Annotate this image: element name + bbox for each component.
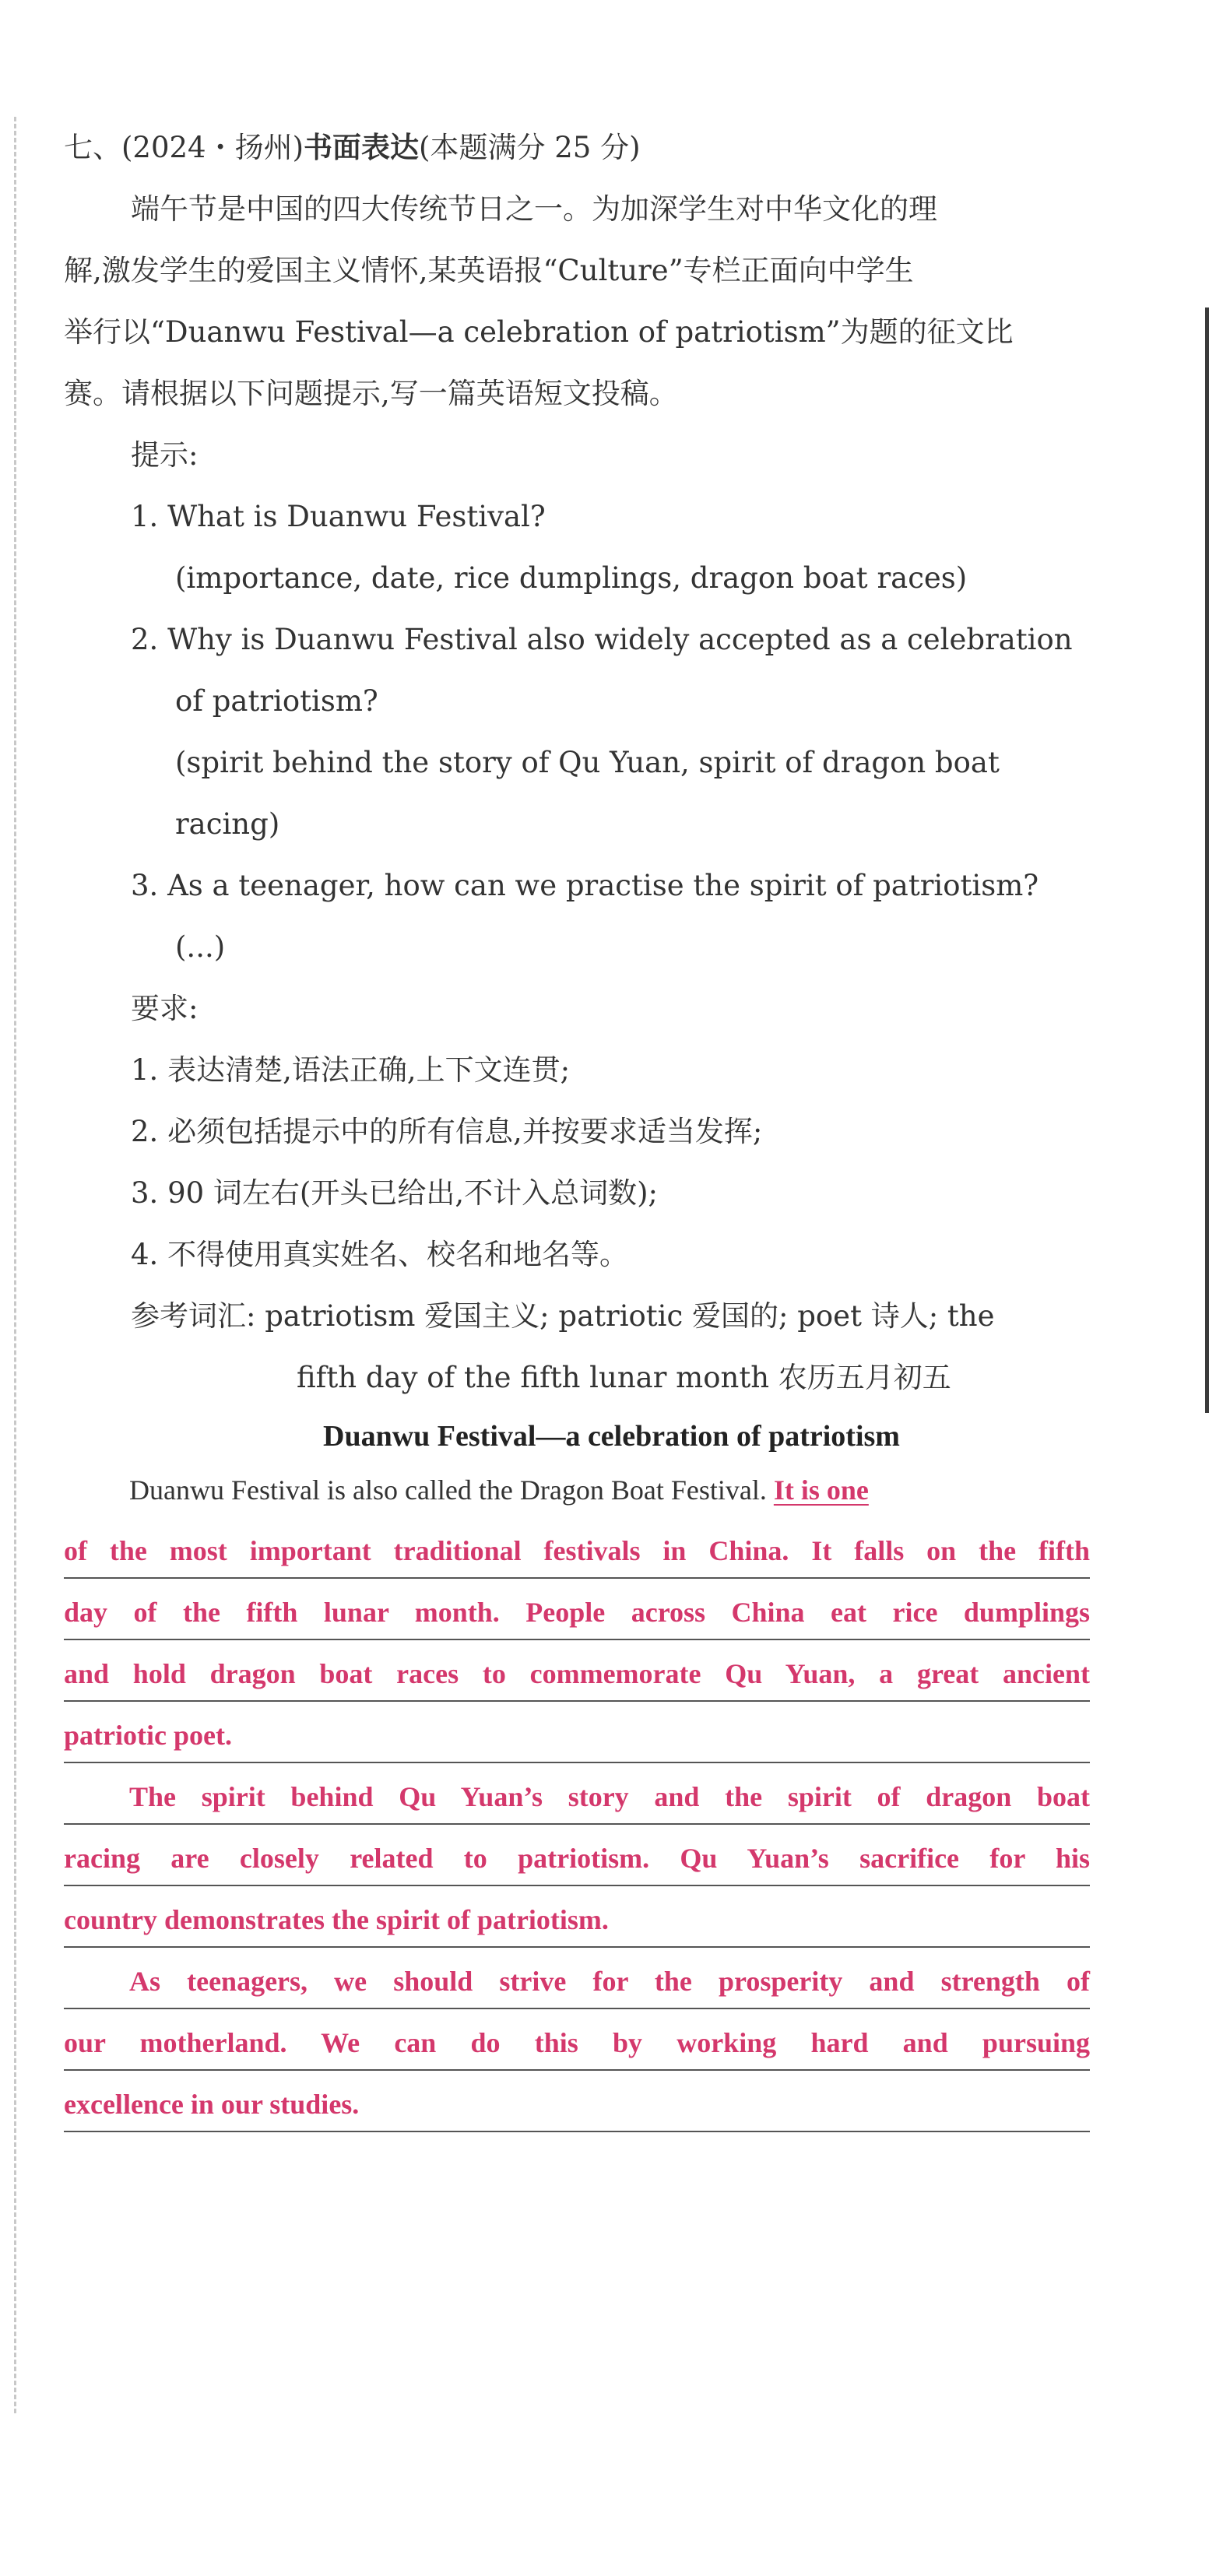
answer-line: As teenagers, we should strive for the prosperity and strength of xyxy=(64,1955,1090,2009)
margin-dashed-rule xyxy=(14,117,16,2413)
prompt-hint-2-cont: racing) xyxy=(175,807,280,841)
answer-text: It is one xyxy=(773,1474,869,1506)
requirements-label: 要求: xyxy=(131,992,199,1025)
requirement-item: 3. 90 词左右(开头已给出,不计入总词数); xyxy=(131,1176,659,1210)
question-source: (2024・扬州) xyxy=(121,131,304,164)
answer-line: racing are closely related to patriotism. Qu Yuan’s sacrifice for his xyxy=(64,1832,1090,1886)
answer-line: our motherland. We can do this by working hard and pursuing xyxy=(64,2016,1090,2071)
essay-title: Duanwu Festival—a celebration of patriotism xyxy=(323,1420,900,1453)
answer-line: The spirit behind Qu Yuan’s story and the spirit of dragon boat xyxy=(64,1770,1090,1825)
prompt-question-1: 1. What is Duanwu Festival? xyxy=(131,500,546,533)
essay-line xyxy=(64,1464,1090,1516)
question-score: (本题满分 25 分) xyxy=(419,131,641,164)
prompt-question-3: 3. As a teenager, how can we practise the spirit of patriotism? xyxy=(131,869,1039,902)
intro-line: 举行以“Duanwu Festival—a celebration of patriotism”为题的征文比 xyxy=(64,315,1014,349)
essay-given-start: Duanwu Festival is also called the Dragon Boat Festival. xyxy=(129,1474,774,1506)
answer-line: day of the fifth lunar month. People across China eat rice dumplings xyxy=(64,1586,1090,1640)
question-heading xyxy=(64,130,641,164)
question-number: 七、 xyxy=(64,131,121,164)
prompts-label: 提示: xyxy=(131,438,199,472)
answer-line: of the most important traditional festivals in China. It falls on the fifth xyxy=(64,1524,1090,1579)
page-edge-shadow xyxy=(1205,308,1209,1413)
intro-line: 赛。请根据以下问题提示,写一篇英语短文投稿。 xyxy=(64,377,678,410)
prompt-question-2: 2. Why is Duanwu Festival also widely accepted as a celebration xyxy=(131,623,1073,656)
requirement-item: 2. 必须包括提示中的所有信息,并按要求适当发挥; xyxy=(131,1115,763,1148)
prompt-hint-3: (...) xyxy=(175,930,226,964)
answer-line: and hold dragon boat races to commemorate Qu Yuan, a great ancient xyxy=(64,1647,1090,1702)
vocab-line: 参考词汇: patriotism 爱国主义; patriotic 爱国的; poet 诗人; the xyxy=(131,1299,995,1333)
prompt-question-2-cont: of patriotism? xyxy=(175,684,378,718)
answer-line: country demonstrates the spirit of patriotism. xyxy=(64,1893,1090,1948)
prompt-hint-1: (importance, date, rice dumplings, dragon boat races) xyxy=(175,561,968,595)
intro-line: 解,激发学生的爱国主义情怀,某英语报“Culture”专栏正面向中学生 xyxy=(64,254,914,287)
answer-line: excellence in our studies. xyxy=(64,2078,1090,2132)
vocab-line: fifth day of the fifth lunar month 农历五月初五 xyxy=(297,1361,951,1394)
question-type: 书面表达 xyxy=(304,130,420,164)
requirement-item: 4. 不得使用真实姓名、校名和地名等。 xyxy=(131,1238,629,1271)
answer-line: patriotic poet. xyxy=(64,1709,1090,1763)
prompt-hint-2: (spirit behind the story of Qu Yuan, spirit of dragon boat xyxy=(175,746,1000,779)
requirement-item: 1. 表达清楚,语法正确,上下文连贯; xyxy=(131,1053,571,1087)
intro-line: 端午节是中国的四大传统节日之一。为加深学生对中华文化的理 xyxy=(131,192,937,226)
